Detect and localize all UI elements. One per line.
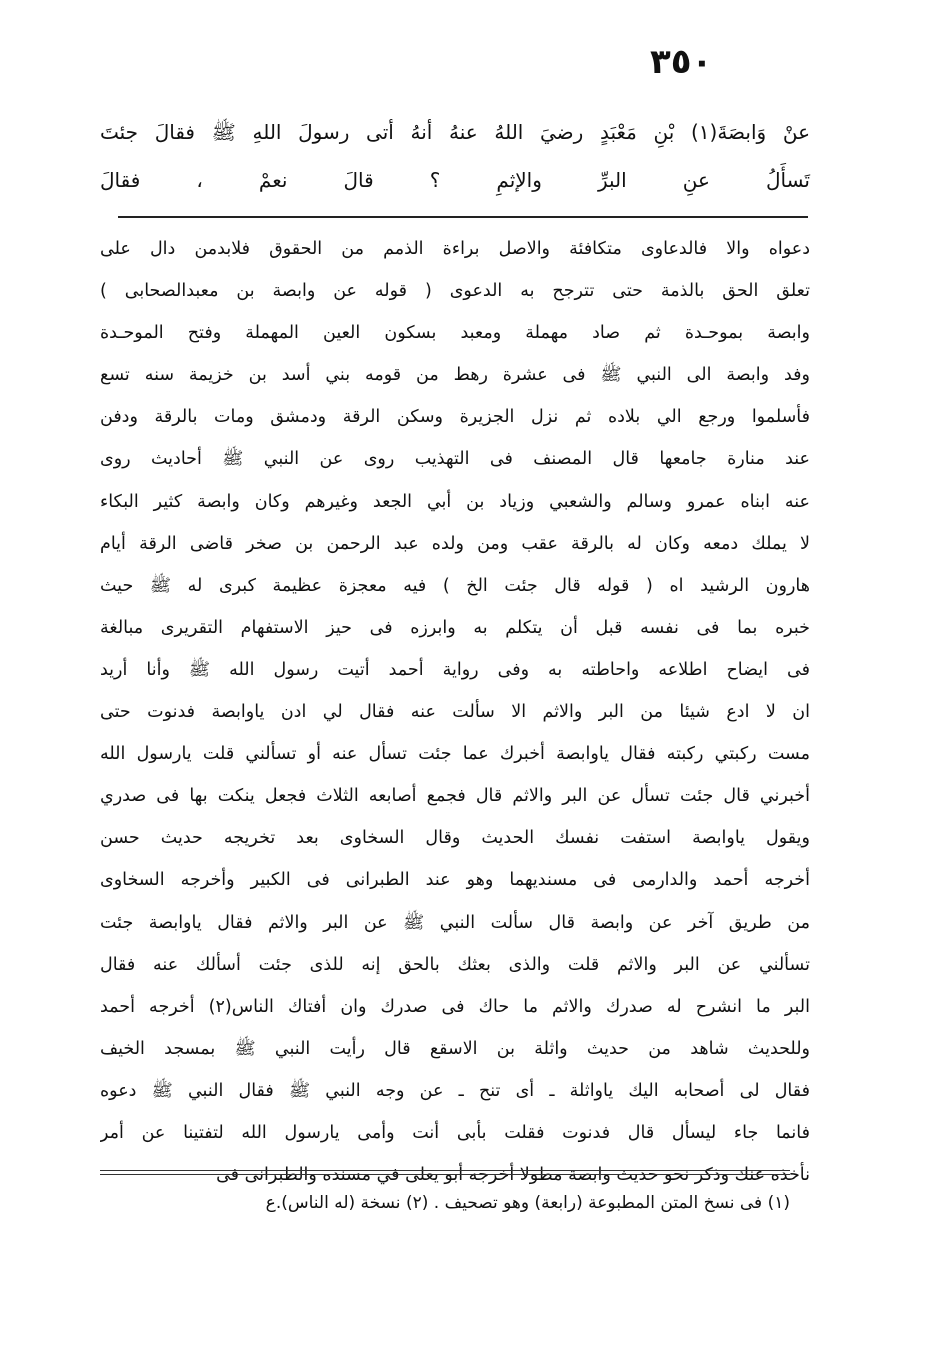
footnote: (١) فى نسخ المتن المطبوعة (رابعة) وهو تصحيف . (٢) نسخة (له الناس).ع bbox=[265, 1193, 790, 1213]
commentary-line: ان لا ادع شيئا من البر والاثم الا سألت عنه فقال لي ادن ياوابصة فدنوت حتى bbox=[100, 702, 810, 723]
commentary-line: ويقول ياوابصة استفت نفسك الحديث وقال السخاوى بعد تخريجه حديث حسن bbox=[100, 828, 810, 849]
commentary-line: خبره بما فى نفسه قبل أن يتكلم به وابرزه فى حيز الاستفهام التقريرى مبالغة bbox=[100, 617, 810, 638]
commentary-line: تعلق الحق بالذمة حتى تترجح به الدعوى ( قوله عن وابصة بن معبدالصحابى ) bbox=[100, 281, 810, 302]
commentary-line: وفد وابصة الى النبي ﷺ فى عشرة رهط من قومه بني أسد بن خزيمة سنه تسع bbox=[100, 365, 810, 386]
commentary-line: أخرجه أحمد والدارمى فى مسنديهما وهو عند الطبرانى فى الكبير وأخرجه السخاوى bbox=[100, 870, 810, 891]
commentary-line: لا يملك دمعه وكان له بالرقة عقب ومن ولده عبد الرحمن بن صخر قاضى الرقة أيام bbox=[100, 533, 810, 554]
commentary-line: تسألني عن البر والاثم قلت والذى بعثك بالحق إنه للذى جئت أسألك عنه فقال bbox=[100, 954, 810, 975]
page-number: ٣٥٠ bbox=[650, 42, 713, 82]
commentary-line: وابصة بموحـدة ثم صاد مهملة ومعبد بسكون العين المهملة وفتح الموحـدة bbox=[100, 323, 810, 344]
commentary-line: مست ركبتي ركبته فقال ياوابصة أخبرك عما جئت تسأل عنه أو تسألني قلت يارسول الله bbox=[100, 744, 810, 765]
matn-line: عنْ وَابصَةَ(١) بْنِ مَعْبَدٍ رضيَ اللهُ عنهُ أنهُ أتى رسولَ اللهِ ﷺ فقالَ جئتَ bbox=[100, 120, 810, 144]
commentary-line: فأسلموا ورجع الي بلاده ثم نزل الجزيرة وسكن الرقة ودمشق ومات بالرقة ودفن bbox=[100, 407, 810, 428]
commentary-line: فى ايضاح اطلاعه واحاطته به وفى رواية أحمد أتيت رسول الله ﷺ وأنا أريد bbox=[100, 659, 810, 680]
commentary-line: هارون الرشيد اه ( قوله قال جئت الخ ) فيه معجزة عظيمة كبرى له ﷺ حيث bbox=[100, 575, 810, 596]
commentary-line: البر ما انشرح له صدرك والاثم ما حاك فى صدرك وان أفتاك الناس(٢) أخرجه أحمد bbox=[100, 996, 810, 1017]
matn-line: تَسأَلُ عنِ البرِّ والإثمِ ؟ قالَ نعمْ ، فقالَ bbox=[100, 168, 810, 192]
commentary-line: عنه ابناه عمرو وسالم والشعبي وزياد بن أبي الجعد وغيرهم وكان وابصة كثير البكاء bbox=[100, 491, 810, 512]
commentary-line: من طريق آخر عن وابصة قال سألت النبي ﷺ عن البر والاثم فقال ياوابصة جئت bbox=[100, 912, 810, 933]
commentary-line: فانما جاء ليسأل قال فدنوت فقلت بأبى أنت وأمى يارسول الله لتفتينا عن أمر bbox=[100, 1122, 810, 1143]
commentary-text bbox=[100, 228, 810, 1196]
matn-text bbox=[100, 108, 810, 204]
commentary-line: فقال لى أصحابه اليك ياواثلة ـ أى تنح ـ عن وجه النبي ﷺ فقال النبي ﷺ دعوه bbox=[100, 1080, 810, 1101]
footnote-divider bbox=[100, 1170, 790, 1175]
commentary-line: دعواه والا فالدعاوى متكافئة والاصل براءة الذمم من الحقوق فلابدمن دال على bbox=[100, 239, 810, 259]
commentary-line: أخبرني قال جئت تسأل عن البر والاثم قال فجمع أصابعه الثلاث فجعل ينكت بها فى صدري bbox=[100, 786, 810, 807]
commentary-line: عند منارة جامعها قال المصنف فى التهذيب روى عن النبي ﷺ أحاديث روى bbox=[100, 449, 810, 470]
commentary-line: نأخذه عنك وذكر نحو حديث وابصة مطولا أخرجه أبو يعلى في مسنده والطبرانى فى bbox=[216, 1165, 810, 1186]
commentary-line: وللحديث شاهد من حديث واثلة بن الاسقع قال رأيت النبي ﷺ بمسجد الخيف bbox=[100, 1038, 810, 1059]
header-divider bbox=[118, 216, 808, 218]
